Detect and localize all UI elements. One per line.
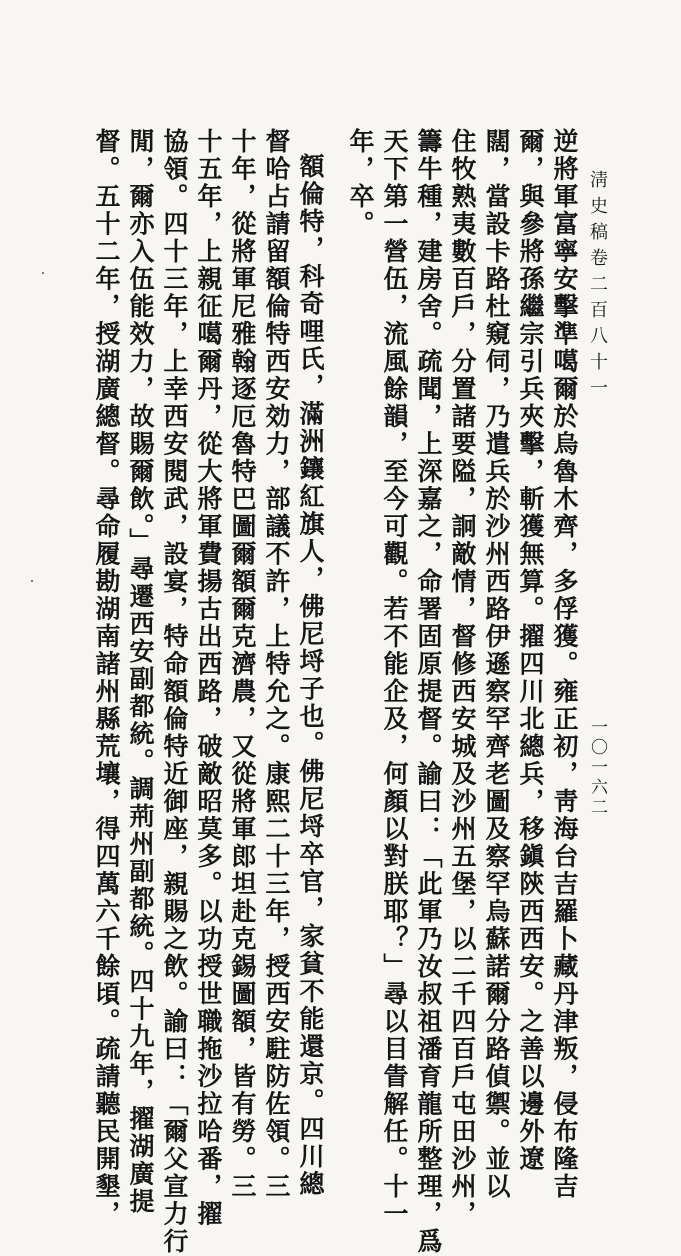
text-column-9: 督哈占請留額倫特西安効力，部議不許，上特允之。康熙二十三年，授西安駐防佐領。三 — [262, 128, 291, 1201]
text-column-1: 逆將軍富寧安擊準噶爾於烏魯木齊，多俘獲。雍正初，靑海台吉羅卜藏丹津叛，侵布隆吉 — [550, 128, 579, 1201]
text-column-2: 爾，與參將孫繼宗引兵夾擊，斬獲無算。擢四川北總兵，移鎭陝西西安。之善以邊外遼 — [516, 128, 545, 1173]
text-column-10: 十年，從將軍尼雅翰逐厄魯特巴圖爾額爾克濟農，又從將軍郎坦赴克錫圖額，皆有勞。三 — [228, 128, 257, 1201]
text-column-12: 協領。四十三年，上幸西安閱武，設宴，特命額倫特近御座，親賜之飲。諭曰：「爾父宣力行 — [160, 128, 189, 1256]
scan-speck — [42, 272, 44, 274]
text-column-8: 額倫特，科奇哩氏，滿洲鑲紅旗人，佛尼埒子也。佛尼埒卒官，家貧不能還京。四川總 — [296, 153, 325, 1198]
text-column-4: 住牧熟夷數百戶，分置諸要隘，詗敵情，督修西安城及沙州五堡，以二千四百戶屯田沙州， — [448, 128, 477, 1228]
text-column-13: 閒，爾亦入伍能效力，故賜爾飲。」尋遷西安副都統。調荊州副都統。四十九年，擢湖廣提 — [126, 128, 155, 1216]
text-column-6: 天下第一營伍，流風餘韻，至今可觀。若不能企及，何顏以對朕耶？」尋以目眚解任。十一 — [380, 128, 409, 1228]
running-title: 淸史稿卷二百八十一 — [587, 170, 608, 404]
scan-speck — [31, 580, 33, 582]
text-column-11: 十五年，上親征噶爾丹，從大將軍費揚古出西路，破敵昭莫多。以功授世職拖沙拉哈番，擢 — [194, 128, 223, 1228]
text-column-7: 年，卒。 — [346, 128, 375, 238]
text-column-5: 籌牛種，建房舍。疏聞，上深嘉之，命署固原提督。諭曰：「此軍乃汝叔祖潘育龍所整理，爲 — [414, 128, 443, 1256]
text-column-14: 督。五十二年，授湖廣總督。尋命履勘湖南諸州縣荒壤，得四萬六千餘頃。疏請聽民開墾， — [92, 128, 121, 1228]
text-column-3: 闊，當設卡路杜窺伺，乃遣兵於沙州西路伊遜察罕齊老圖及察罕烏蘇諾爾分路偵禦。並以 — [482, 128, 511, 1201]
page-number: 一〇一六二 — [587, 718, 607, 818]
